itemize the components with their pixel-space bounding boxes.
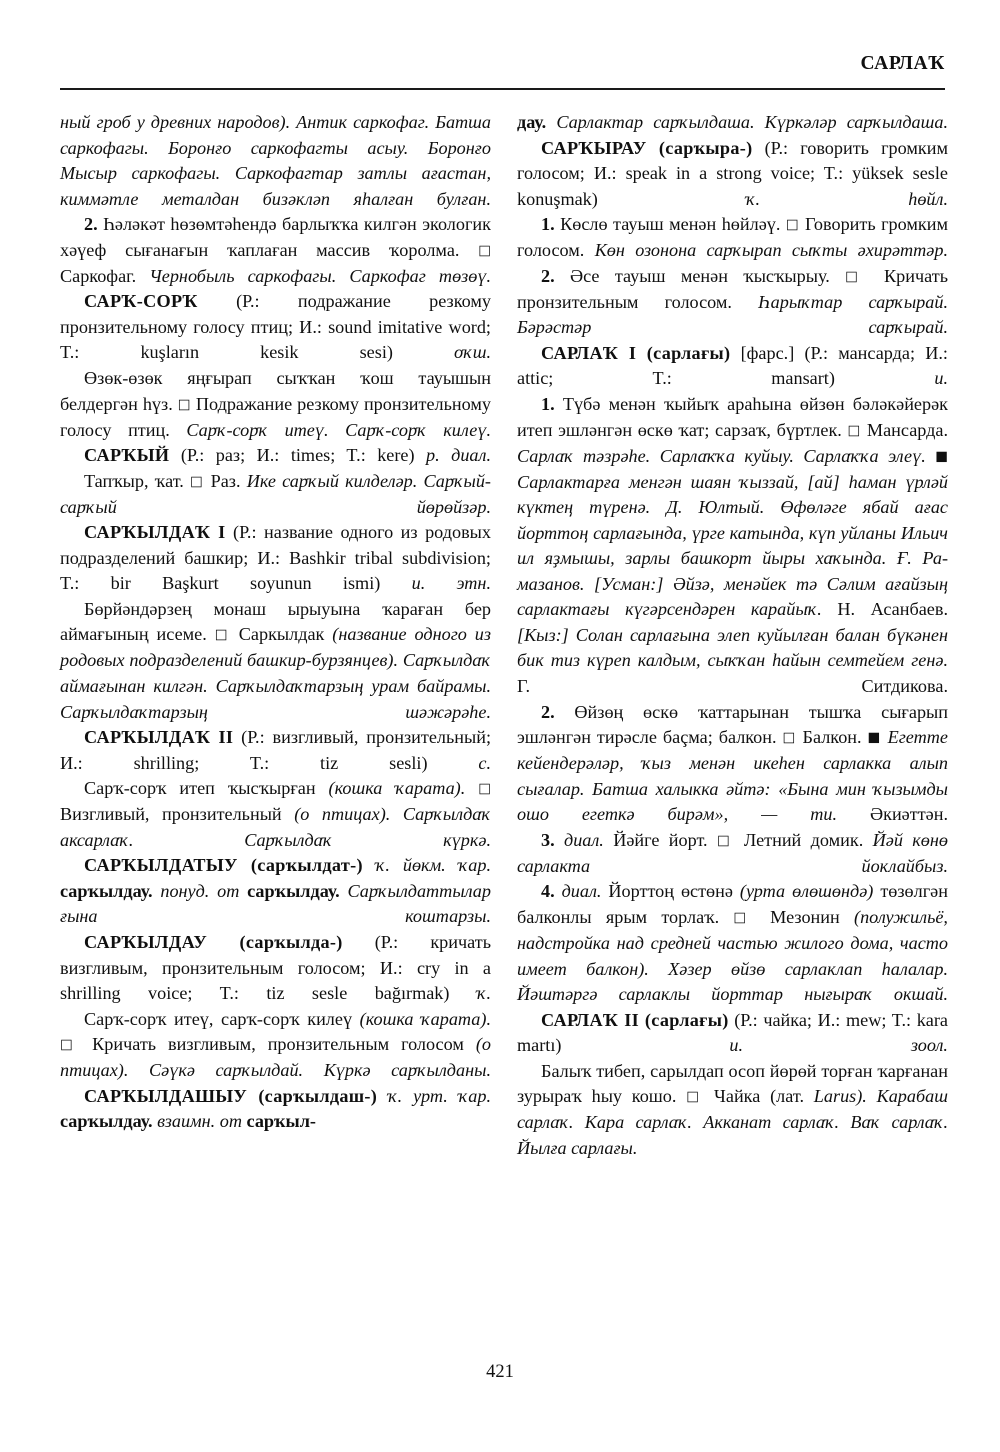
italic-text: и. этн. xyxy=(411,573,492,594)
body-text: Бөрйəндəрзең монаш ырыуына ҡараған бер аймағының исеме. xyxy=(60,598,491,645)
bold-text: сарҡылдау. xyxy=(60,1111,153,1132)
body-text: Г. Ситдикова. xyxy=(517,676,948,697)
text-columns xyxy=(60,110,948,1161)
entry-paragraph xyxy=(60,366,491,443)
body-text: Визгливый, пронзительный xyxy=(60,804,295,825)
entry-headword: САРҠЫЛДАҠ II xyxy=(84,727,234,748)
entry-paragraph xyxy=(60,289,491,366)
italic-text: взаимн. от xyxy=(152,1111,247,1132)
filled-box-marker-icon: ■ xyxy=(867,729,882,746)
body-text: Сарҡ-сорҡ итеү, сарҡ-сорҡ килеү xyxy=(84,1008,360,1029)
italic-text: с. xyxy=(478,752,491,773)
italic-text: и. зоол. xyxy=(729,1035,948,1056)
open-box-marker-icon: □ xyxy=(782,729,797,746)
body-text: Мезонин xyxy=(755,906,855,927)
italic-text: понуд. от xyxy=(152,880,248,901)
entry-paragraph xyxy=(60,853,491,930)
bold-text: 1. xyxy=(541,394,555,415)
body-text: (Р.: говорить громким голосом; И.: speak in a strong voice; T.: yüksek sesle konuşmak) xyxy=(517,137,948,209)
italic-text: Һарыҡтар сарҡырай. Бəрəстəр сарҡырай. xyxy=(517,291,948,338)
entry-headword: САРҠЫЛДАШЫУ (сарҡылдаш-) xyxy=(84,1085,378,1106)
body-text: Балыҡ тибеп, сарылдап осоп йөрөй торған ҡарғанан зурыраҡ һыу кошо. xyxy=(517,1060,948,1107)
entry-paragraph xyxy=(60,443,491,469)
italic-text: (полужильё, надстройка над средней частью жилого дома, часто имеет балкон). Хəзер өйзө сарлаклап һалалар. Йəштəргə сарлаклы йорттар нығыраҡ окшай. xyxy=(517,906,948,1005)
italic-text: р. диал. xyxy=(426,445,491,466)
entry-paragraph xyxy=(517,879,948,1007)
entry-headword: САРҠЫЛДАУ (сарҡылда-) xyxy=(84,932,343,952)
bold-text: 1. xyxy=(541,214,555,235)
open-box-marker-icon: □ xyxy=(60,1036,81,1053)
italic-text: Ике сарҡый килделəр. Сарҡый-сарҡый йөрөйзəр. xyxy=(60,470,491,517)
italic-text: Егетте кейендерəлəр, ҡыз менəн икеһен сарлакка алып сығалар. Батша халыкка əйтə: «Бына мин ҡызымды ошо егеткə бирəм», — ти. xyxy=(517,727,948,825)
body-text: Саркофаг. xyxy=(60,265,150,286)
italic-text: диал. xyxy=(554,829,604,850)
entry-paragraph xyxy=(517,136,948,213)
filled-box-marker-icon: ■ xyxy=(935,448,948,465)
body-text: Раз. xyxy=(204,470,247,491)
entry-paragraph xyxy=(60,1084,491,1135)
entry-paragraph xyxy=(60,520,491,597)
body-text: Өйзөң өскө ҡаттарынан тышҡа сығарып эшлəнгəн тирəсле баçма; балкон. xyxy=(517,701,948,748)
entry-headword: САРҠЫЛДАҠ I xyxy=(84,522,226,543)
body-text: Түбə менəн ҡыйыҡ араһына өйзөн бəлəкəйерəк итеп эшлəнгəн өскө ҡат; сарзаҡ, бүртлек. xyxy=(517,394,948,440)
body-text: (Р.: чайка; И.: mew; T.: kara martı) xyxy=(517,1009,948,1056)
entry-paragraph xyxy=(60,725,491,776)
italic-text: Сарҡ-сорҡ итеү. Сарҡ-сорҡ килеү. xyxy=(186,419,491,440)
bold-text: 4. xyxy=(541,881,555,902)
bold-text: сарҡылдау. xyxy=(247,880,340,901)
entry-paragraph xyxy=(517,110,948,136)
body-text: Əкиəттəн. xyxy=(869,804,948,825)
entry-paragraph xyxy=(60,110,491,212)
bold-text: 2. xyxy=(84,214,98,235)
entry-paragraph xyxy=(517,264,948,341)
body-text: (Р.: раз; И.: times; T.: kere) xyxy=(169,445,427,466)
open-box-marker-icon: □ xyxy=(733,909,756,926)
entry-paragraph xyxy=(60,930,491,1007)
italic-text: Чернобыль саркофагы. Саркофаг төзөү. xyxy=(149,265,491,286)
body-text: Өзөк-өзөк яңғырап сыҡҡан ҡош тауышын белдергəн һүз. xyxy=(60,367,491,414)
body-text: Саркылдак xyxy=(230,624,333,645)
entry-paragraph xyxy=(60,597,491,725)
italic-text: Сарлаҡ тəзрəһе. Сарлаҡҡа куйыу. Сарлаҡҡа элеү. xyxy=(517,445,936,466)
body-text: Йорттоң өстөнə xyxy=(601,881,740,902)
running-head: САРЛАҠ xyxy=(860,53,945,74)
entry-headword: САРҠЫЛДАТЫУ (сарҡылдат-) xyxy=(84,855,363,876)
open-box-marker-icon: □ xyxy=(190,473,205,490)
body-text: Сарҡ-сорҡ итеп ҡысҡырған xyxy=(84,778,329,799)
entry-paragraph xyxy=(517,212,948,264)
italic-text: и. xyxy=(934,368,948,389)
body-text: (Р.: кричать визгливым, пронзительным голосом; И.: cry in a shrilling voice; T.: tiz sesle bağırmak) xyxy=(60,932,491,1004)
body-text: (лат. xyxy=(770,1086,814,1107)
body-text: Чайка xyxy=(704,1086,771,1107)
open-box-marker-icon: □ xyxy=(847,422,862,439)
body-text: төзөлгəн балконлы ярым торлаҡ. xyxy=(517,881,948,927)
entry-headword: САРЛАҠ II (сарлағы) xyxy=(541,1009,729,1030)
bold-text: сарҡылдау. xyxy=(60,880,153,901)
open-box-marker-icon: □ xyxy=(478,780,491,797)
italic-text: (урта өлөшөндə) xyxy=(739,881,881,902)
body-text: Мансарда. xyxy=(861,419,948,440)
open-box-marker-icon: □ xyxy=(716,832,735,849)
entry-paragraph xyxy=(517,1008,948,1059)
entry-headword: САРҠЫЙ xyxy=(84,445,170,466)
entry-headword: САРҠ-СОРҠ xyxy=(84,291,198,312)
entry-paragraph xyxy=(517,828,948,880)
italic-text: (о птицах). Сəүкə сарҡылдай. Күркə сарҡылданы. xyxy=(60,1034,491,1081)
body-text: Балкон. xyxy=(796,727,868,748)
italic-text: диал. xyxy=(554,881,602,902)
entry-paragraph xyxy=(517,392,948,700)
body-text: Говорить громким голосом. xyxy=(517,214,948,261)
body-text: Н. Асанбаев. xyxy=(837,599,948,620)
body-text: [фарс.] (Р.: мансарда; И.: attic; T.: mansart) xyxy=(517,342,948,389)
bold-text: 2. xyxy=(541,265,555,286)
italic-text: (название одного из родовых подразделений башкир-бурзянцев). Сарҡылдаҡ аймағынан килгəн. Сарҡылдаҡтарзың урам байрамы. Сарҡылдаҡтарзың шəжəрəһе. xyxy=(60,624,491,722)
open-box-marker-icon: □ xyxy=(785,216,800,233)
entry-paragraph xyxy=(517,1059,948,1162)
body-text: (Р.: подражание резкому пронзительному голосу птиц; И.: sound imitative word; T.: kuşların kesik sesi) xyxy=(60,291,491,363)
italic-text: Сарлактар сарҡылдаша. Күркəлəр сарҡылдаша. xyxy=(546,112,948,132)
entry-headword: САРҠЫРАУ (сарҡыра-) xyxy=(541,137,753,158)
italic-text: ҡ. урт. ҡар. xyxy=(377,1085,492,1106)
entry-paragraph xyxy=(517,341,948,392)
body-text: Əсе тауыш менəн ҡысҡырыу. xyxy=(554,265,846,286)
italic-text: Larus). Карабаш сарлаҡ. Кара сарлаҡ. Акканат сарлаҡ. Ваҡ сарлаҡ. Йылға сарлағы. xyxy=(517,1086,948,1158)
bold-text: сарҡыл- xyxy=(246,1111,316,1132)
open-box-marker-icon: □ xyxy=(214,626,231,643)
italic-text: [Кыз:] Солан сарлағына элеп куйылған балан бүкəнен бик тиз күреп калдым, сыҡҡан һайын семтейем генə. xyxy=(517,624,948,671)
entry-paragraph xyxy=(60,469,491,521)
open-box-marker-icon: □ xyxy=(686,1088,705,1105)
page-number: 421 xyxy=(486,1362,514,1382)
open-box-marker-icon: □ xyxy=(177,396,191,413)
body-text: Кричать пронзительным голосом. xyxy=(517,265,948,312)
italic-text: ҡ. йөкм. ҡар. xyxy=(362,855,492,876)
italic-text: (кошка ҡарата). xyxy=(359,1008,491,1029)
italic-text: ҡ. һөйл. xyxy=(745,188,948,209)
entry-paragraph xyxy=(60,212,491,289)
open-box-marker-icon: □ xyxy=(478,242,491,259)
italic-text: ҡ. xyxy=(476,983,491,1004)
italic-text: Сарҡылдаттылар ғына коштарзы. xyxy=(60,880,491,927)
italic-text: Йəй көнө сарлакта йоклайбыз. xyxy=(517,829,948,876)
header-rule xyxy=(60,88,945,90)
bold-text: дау. xyxy=(517,112,547,132)
entry-headword: САРЛАҠ I (сарлағы) xyxy=(541,342,731,363)
italic-text: (кошка ҡарата). xyxy=(328,778,479,799)
body-text: Летний домик. xyxy=(734,829,873,850)
body-text: Йəйге йорт. xyxy=(603,829,717,850)
body-text: (Р.: название одного из родовых подразделений башкир; И.: Bashkir tribal subdivision; T.: bir Başkurt soyunun ismi) xyxy=(60,522,491,594)
italic-text: ный гроб у древних народов). Антик саркофаг. Батша саркофагы. Боронғо саркофагты асыу. Боронғо Мысыр саркофагы. Саркофагтар затлы ағастан, киммəтле металдан бизəклəп яһалған булған. xyxy=(60,112,491,209)
italic-text: Сарлактарға менгəн шаян ҡыззай, [ай] һаман үрлəй күктең түренə. Д. Юлтый. Өфөлəге ябай ағас йорттоң сарлағында, үрге катында, күп уйланы Ильич ил яҙмышы, зарлы башкорт йыры хаҡында. Ғ. Рамазанов. [Усман:] Əйзə, менəйек тə Сəлим ағайзың сарлактағы күгəрсендəрен карайыҡ. xyxy=(517,471,948,620)
body-text: Көслө тауыш менəн һөйлəү. xyxy=(554,214,786,235)
body-text: Подражание резкому пронзительному голосу птиц. xyxy=(60,393,491,440)
right-column xyxy=(517,110,948,1161)
entry-paragraph xyxy=(60,776,491,853)
body-text: Һəлəкəт һөзөмтəһендə барлыҡҡа килгəн экологик хəүеф сығанағын ҡаплаған массив ҡоролма. xyxy=(60,214,491,260)
body-text: Кричать визгливым, пронзительным голосом xyxy=(80,1034,476,1055)
bold-text: 3. xyxy=(541,829,555,850)
bold-text: 2. xyxy=(541,701,555,722)
body-text: (Р.: визгливый, пронзительный; И.: shrilling; T.: tiz sesli) xyxy=(60,727,491,773)
italic-text: оҡш. xyxy=(454,342,491,363)
body-text: Тапҡыр, ҡат. xyxy=(84,470,191,491)
entry-paragraph xyxy=(517,700,948,828)
left-column xyxy=(60,110,491,1161)
italic-text: (о птицах). Сарҡылдаҡ аксарлаҡ. Сарҡылдаҡ күркə. xyxy=(60,804,491,850)
italic-text: Көн озонона сарҡырап сыҡты əхирəттəр. xyxy=(594,240,949,261)
entry-paragraph xyxy=(60,1007,491,1084)
open-box-marker-icon: □ xyxy=(845,268,869,285)
